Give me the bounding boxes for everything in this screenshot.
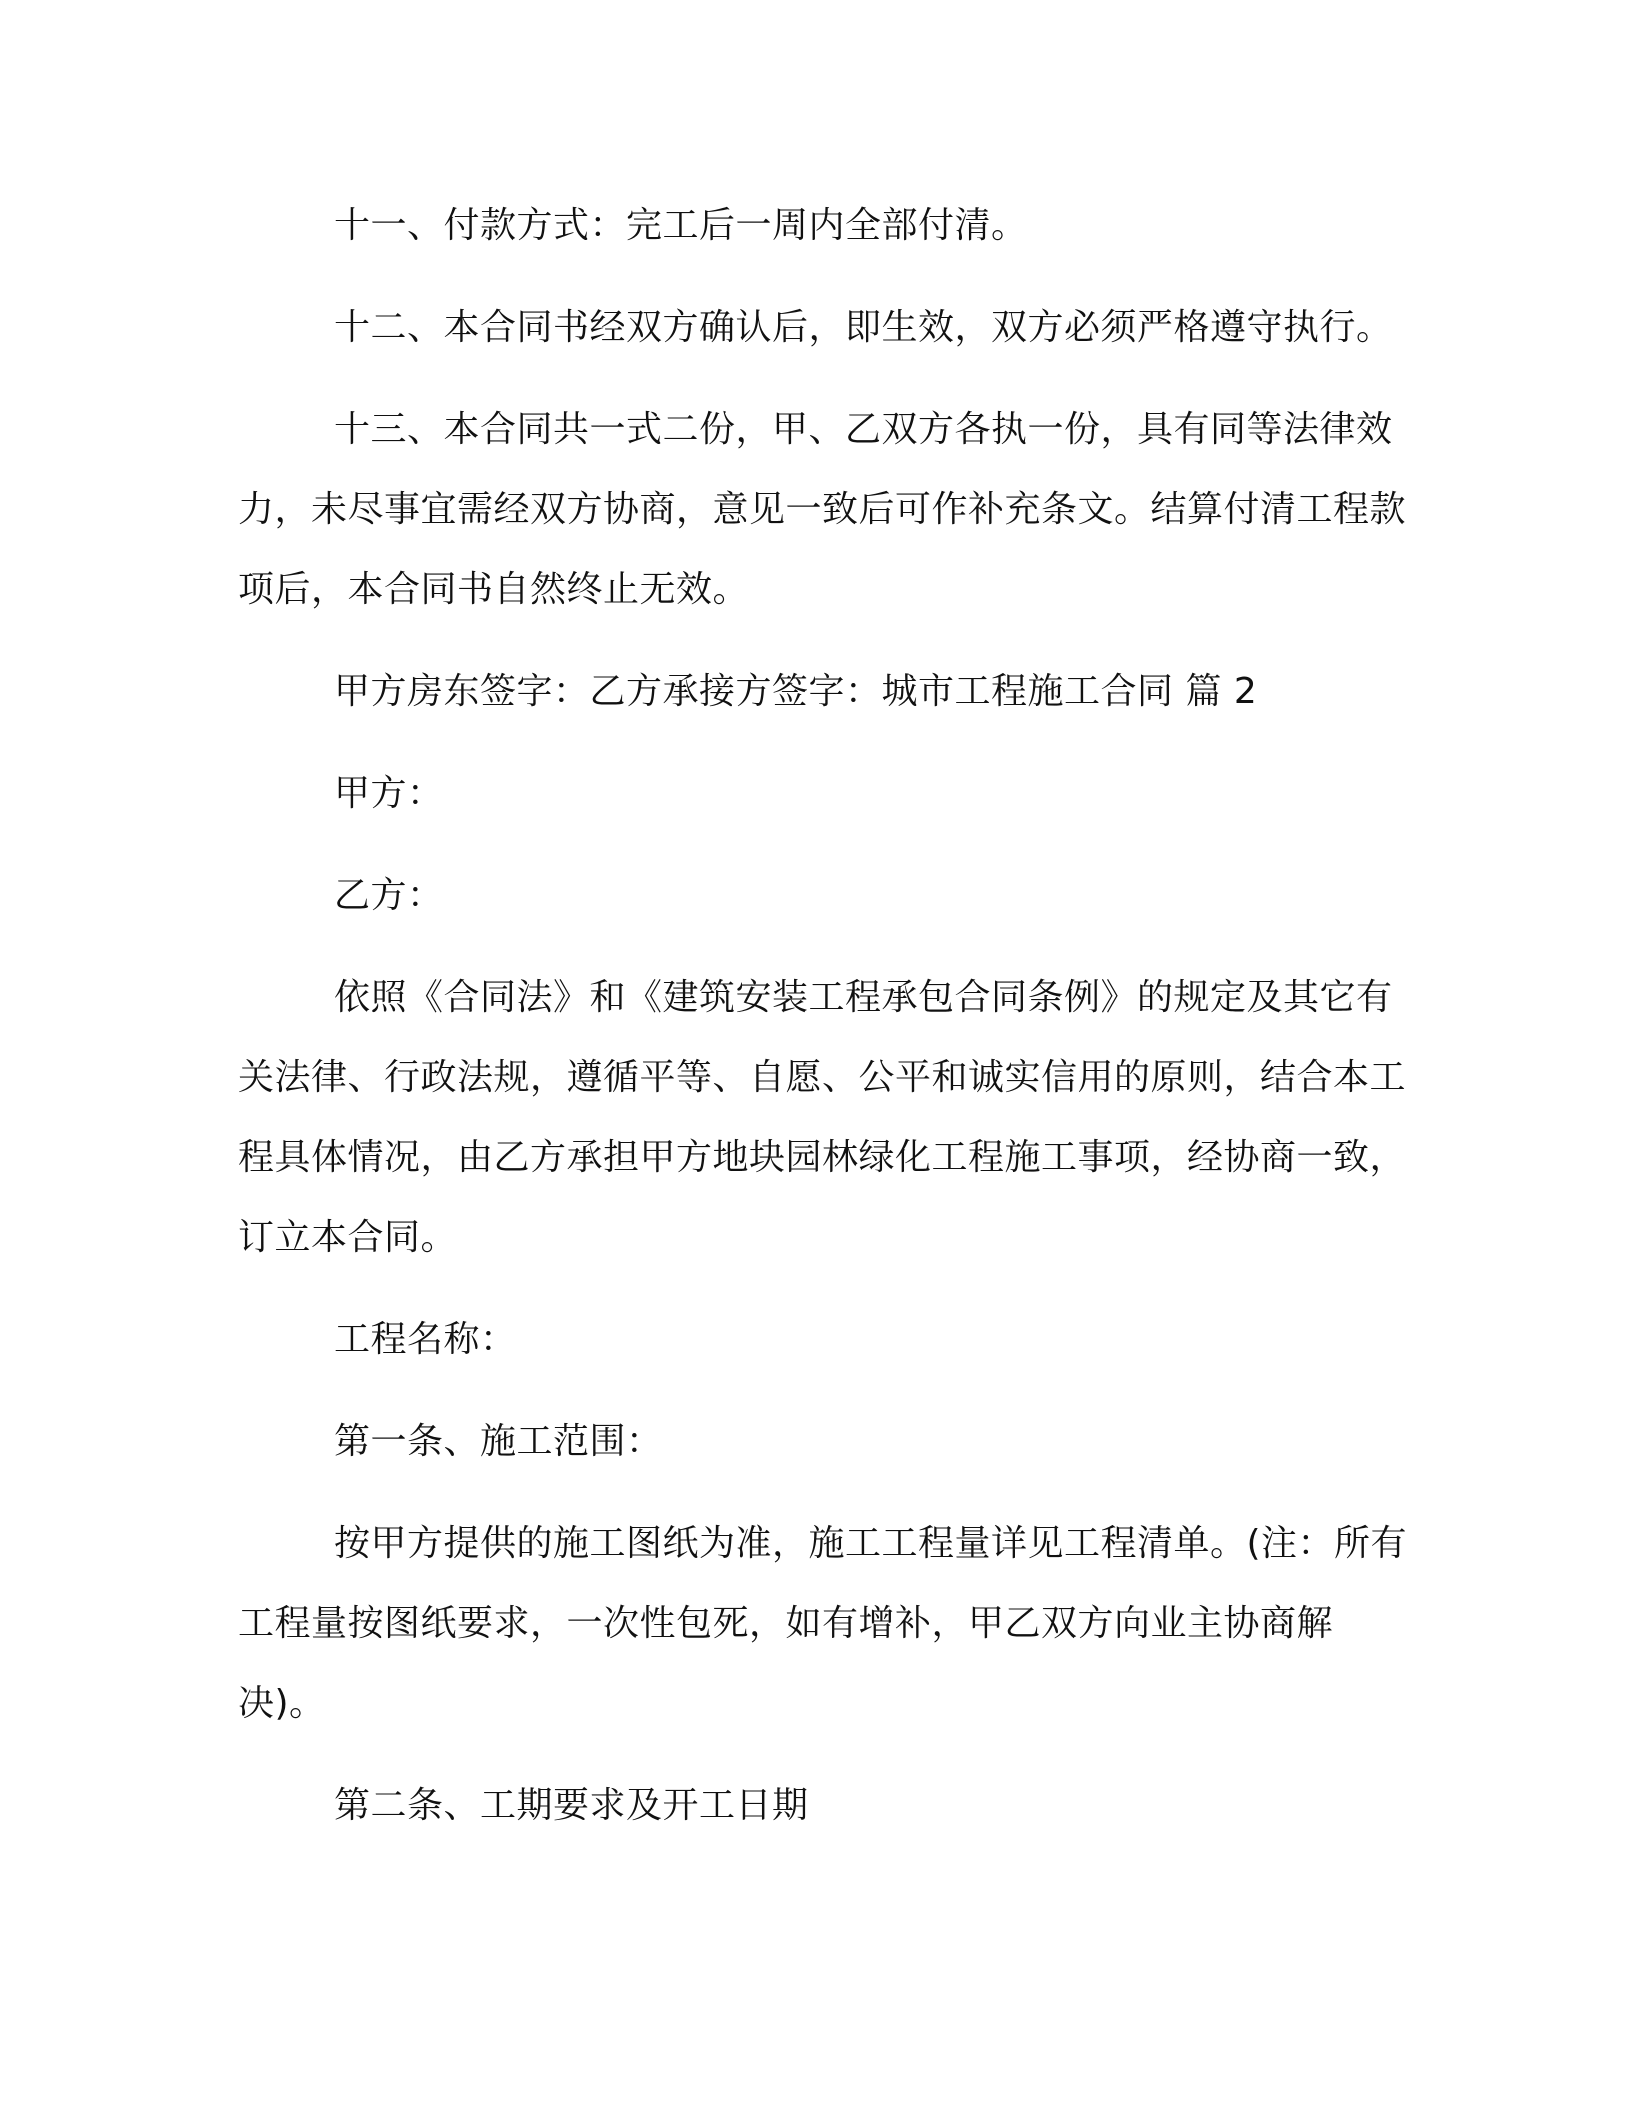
clause-12-effect: 十二、本合同书经双方确认后，即生效，双方必须严格遵守执行。: [334, 307, 1393, 348]
article-1-body: 按甲方提供的施工图纸为准，施工工程量详见工程清单。(注：所有工程量按图纸要求，一次性包死，如有增补，甲乙双方向业主协商解决)。: [238, 1523, 1408, 1724]
article-1-heading: 第一条、施工范围：: [334, 1421, 663, 1462]
article-2-heading: 第二条、工期要求及开工日期: [334, 1785, 809, 1826]
signature-line: 甲方房东签字：乙方承接方签字：城市工程施工合同 篇 2: [334, 671, 1258, 712]
project-name-label: 工程名称：: [334, 1319, 517, 1360]
document-body: [238, 186, 1408, 1868]
party-a-label: 甲方：: [334, 773, 444, 814]
preamble-paragraph: 依照《合同法》和《建筑安装工程承包合同条例》的规定及其它有关法律、行政法规，遵循平等、自愿、公平和诚实信用的原则，结合本工程具体情况，由乙方承担甲方地块园林绿化工程施工事项，经协商一致，订立本合同。: [238, 977, 1407, 1258]
party-b-label: 乙方：: [334, 875, 444, 916]
clause-11-payment: 十一、付款方式：完工后一周内全部付清。: [334, 205, 1028, 246]
clause-13-copies: 十三、本合同共一式二份，甲、乙双方各执一份，具有同等法律效力，未尽事宜需经双方协商，意见一致后可作补充条文。结算付清工程款项后，本合同书自然终止无效。: [238, 409, 1407, 610]
